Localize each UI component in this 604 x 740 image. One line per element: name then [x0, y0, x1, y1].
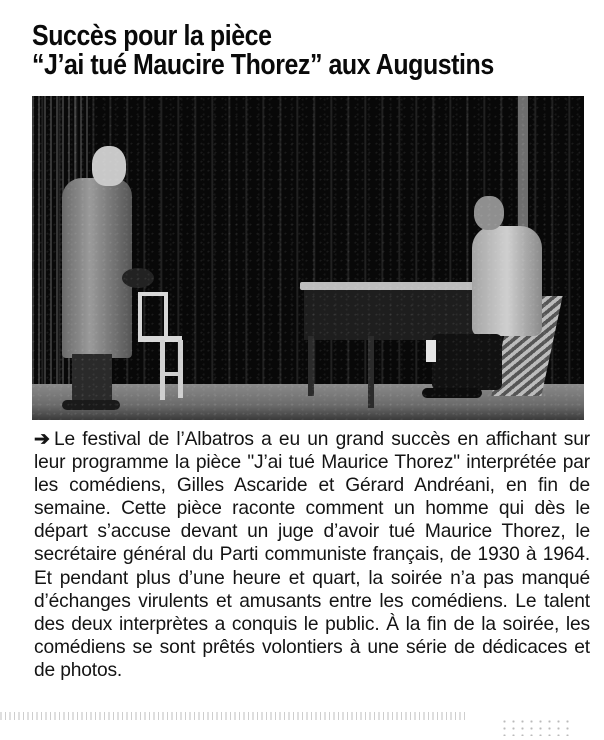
actor-standing-legs [72, 354, 112, 404]
arrow-right-icon: ➔ [34, 429, 50, 450]
actor-seated-sock [426, 340, 436, 362]
hat [122, 268, 154, 288]
table-top [300, 282, 496, 290]
actor-seated-head [474, 196, 504, 230]
actor-standing-coat [62, 178, 132, 358]
actor-seated-legs [432, 334, 502, 390]
actor-standing-shoes [62, 400, 120, 410]
actor-seated-body [472, 226, 542, 336]
article-text: Le festival de l’Albatros a eu un grand succès en affichant sur leur programme la pièce "J’ai tué Maurice Thorez" interprétée par les comédiens, Gilles Ascaride et Gérard Andréani, en fin de semaine. Cette pièce raconte comment un homme qui dès le départ s’accuse devant un juge d’avoir tué Maurice Thorez, le secrétaire général du Parti communiste français, de 1930 à 1964. Et pendant plus d’une heure et quart, la soirée n’a pas manqué d’échanges virulents et amusants entre les comédiens. Le talent des deux interprètes a conquis le public. À la fin de la soirée, les comédiens se sont prêtés volontiers à une série de dédicaces et de photos. [34, 429, 590, 681]
headline [32, 22, 514, 80]
chair-rung [160, 372, 182, 376]
stage-photo [32, 96, 584, 420]
table-leg [308, 336, 314, 396]
table-body [304, 290, 490, 340]
actor-seated-shoes [422, 388, 482, 398]
headline-line-1: Succès pour la pièce [32, 20, 272, 52]
headline-line-2: “J’ai tué Maucire Thorez” aux Augustins [32, 49, 494, 81]
chair-back [138, 292, 168, 342]
stage-pillar [518, 96, 528, 231]
scan-artifact [0, 712, 468, 720]
article-body [34, 428, 590, 682]
chair-leg [178, 340, 183, 398]
chair-leg [160, 340, 165, 400]
actor-standing-head [92, 146, 126, 186]
scan-artifact [500, 718, 570, 736]
table-leg [368, 336, 374, 408]
